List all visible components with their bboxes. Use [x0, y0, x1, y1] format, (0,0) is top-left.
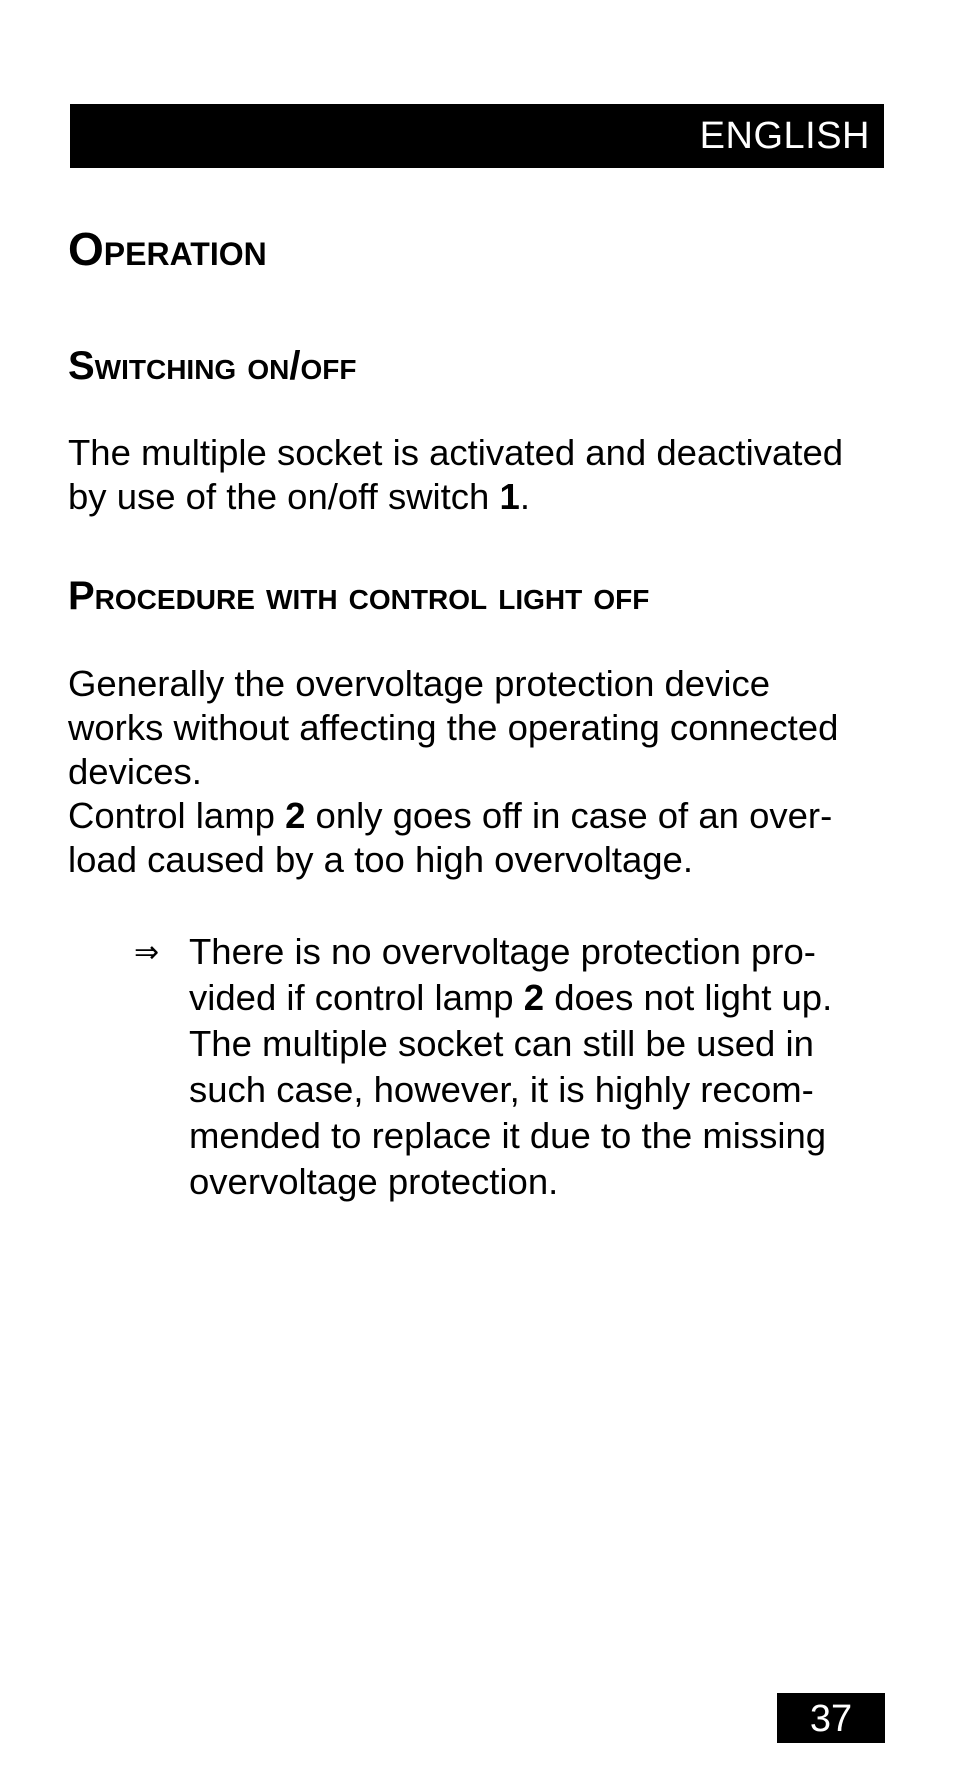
text-line: The multiple socket is activated and deactivated	[68, 432, 844, 473]
reference-number: 1	[499, 476, 520, 517]
text-line: by use of the on/off switch 1.	[68, 476, 530, 517]
page-number-box	[777, 1693, 885, 1743]
text-line: vided if control lamp 2 does not light up.	[189, 977, 833, 1018]
reference-number: 2	[523, 977, 545, 1018]
text-line: The multiple socket can still be used in	[189, 1023, 814, 1064]
text-line: such case, however, it is highly recom-	[189, 1069, 814, 1110]
language-label: ENGLISH	[699, 115, 870, 157]
text-line: Control lamp 2 only goes off in case of an over-	[68, 795, 833, 836]
reference-number: 2	[285, 795, 306, 836]
language-header-bar	[70, 104, 884, 168]
page-number: 37	[809, 1698, 853, 1740]
double-arrow-icon: ⇒	[134, 935, 160, 970]
procedure-paragraph	[68, 662, 888, 882]
note-text	[189, 929, 832, 1205]
text-line: devices.	[68, 751, 202, 792]
section-heading-procedure: Procedure with control light off	[68, 574, 650, 618]
text-line: works without affecting the operating connected	[68, 707, 839, 748]
text-line: Generally the overvoltage protection device	[68, 663, 771, 704]
page-title: Operation	[68, 223, 267, 275]
text-line: mended to replace it due to the missing	[189, 1115, 827, 1156]
switching-paragraph	[68, 431, 888, 519]
section-heading-switching: Switching on/off	[68, 344, 357, 388]
text-line: overvoltage protection.	[189, 1161, 559, 1202]
text-line: load caused by a too high overvoltage.	[68, 839, 693, 880]
text-line: There is no overvoltage protection pro-	[189, 931, 816, 972]
